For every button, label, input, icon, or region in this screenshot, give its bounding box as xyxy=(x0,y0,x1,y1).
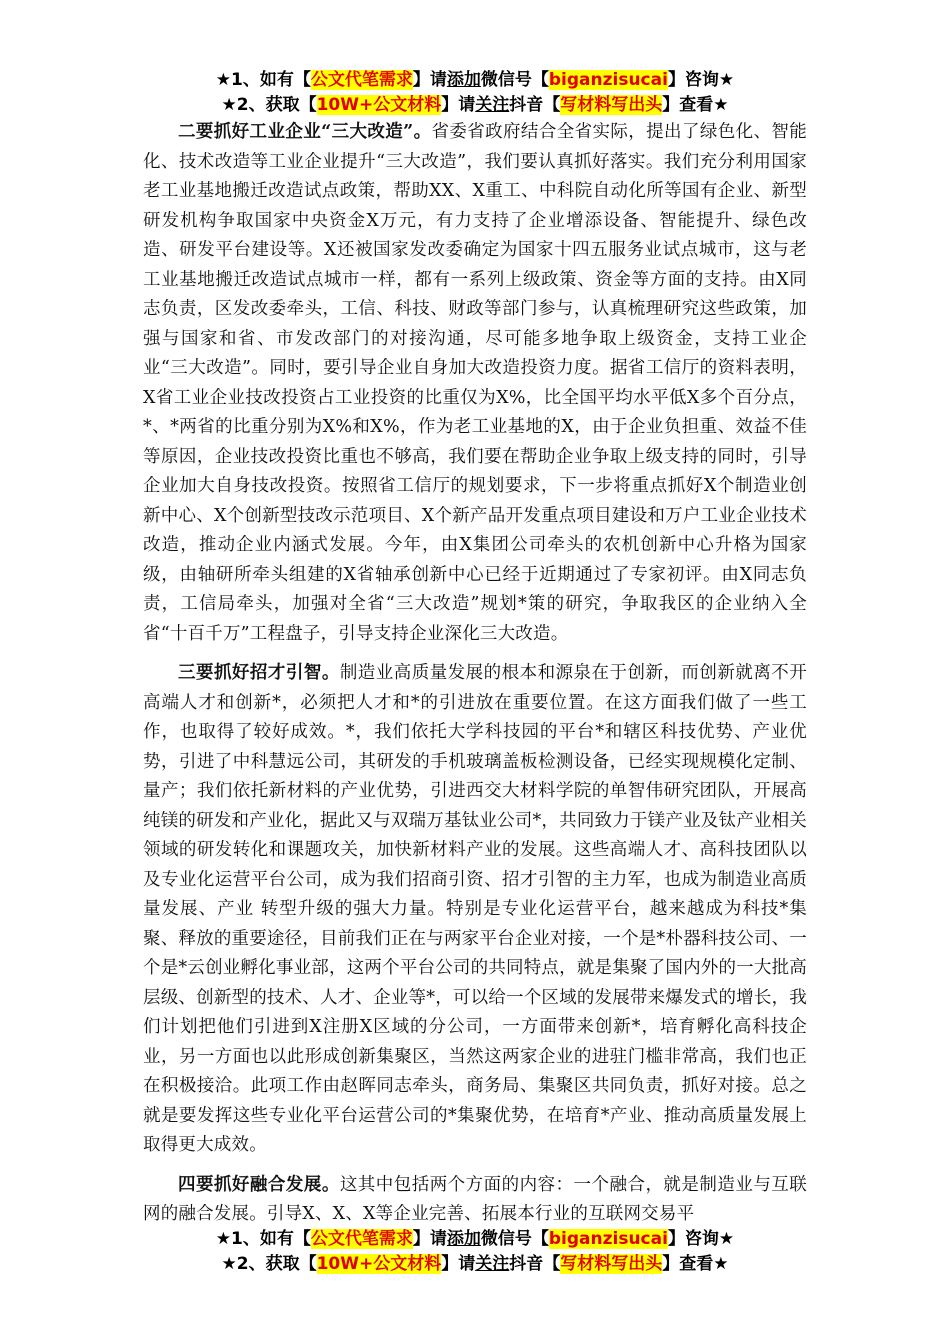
banner-highlight: 写材料写出头 xyxy=(560,1254,663,1274)
header-banner-line-2 xyxy=(0,93,950,117)
banner-text: 】请 xyxy=(412,1229,447,1249)
banner-highlight: 公文代笔需求 xyxy=(310,70,413,90)
banner-text: 】请 xyxy=(441,95,476,115)
banner-text: ★2、获取【 xyxy=(221,95,317,115)
banner-highlight: biganzisucai xyxy=(548,1229,668,1249)
document-body xyxy=(143,118,807,1230)
banner-text: ★1、如有【 xyxy=(215,1229,311,1249)
banner-underline: 添加 xyxy=(446,1229,481,1249)
banner-text: ★1、如有【 xyxy=(215,70,311,90)
paragraph-lead: 三要抓好招才引智。 xyxy=(178,663,340,683)
paragraph-lead: 四要抓好融合发展。 xyxy=(178,1174,340,1195)
footer-banner-line-2 xyxy=(0,1252,950,1276)
banner-text: 】请 xyxy=(441,1254,476,1274)
banner-text: 微信号【 xyxy=(480,70,549,90)
paragraph-text: 省委省政府结合全省实际，提出了绿色化、智能化、技术改造等工业企业提升“三大改造”，我们要认真抓好落实。我们充分利用国家老工业基地搬迁改造试点政策，帮助XX、X重工、中科院自动化所等国有企业、新型研发机构争取国家中央资金X万元，有力支持了企业增添设备、智能提升、绿色改造、研发平台建设等。X还被国家发改委确定为国家十四五服务业试点城市，这与老工业基地搬迁改造试点城市一样，都有一系列上级政策、资金等方面的支持。由X同志负责，区发改委牵头，工信、科技、财政等部门参与，认真梳理研究这些政策，加强与国家和省、市发改部门的对接沟通，尽可能多地争取上级资金，支持工业企业“三大改造”。同时，要引导企业自身加大改造投资力度。据省工信厅的资料表明，X省工业企业技改投资占工业投资的比重仅为X%，比全国平均水平低X多个百分点，*、*两省的比重分别为X%和X%，作为老工业基地的X，由于企业负担重、效益不佳等原因，企业技改投资比重也不够高，我们要在帮助企业争取上级支持的同时，引导企业加大自身技改投资。按照省工信厅的规划要求，下一步将重点抓好X个制造业创新中心、X个创新型技改示范项目、X个新产品开发重点项目建设和万户工业企业技术改造，推动企业内涵式发展。今年，由X集团公司牵头的农机创新中心升格为国家级，由轴研所牵头组建的X省轴承创新中心已经于近期通过了专家初评。由X同志负责，工信局牵头，加强对全省“三大改造”规划*策的研究，争取我区的企业纳入全省“十百千万”工程盘子，引导支持企业深化三大改造。 xyxy=(143,122,807,644)
banner-highlight: biganzisucai xyxy=(548,70,668,90)
banner-text: 】查看★ xyxy=(662,95,729,115)
paragraph xyxy=(143,118,807,649)
banner-underline: 关注 xyxy=(475,1254,510,1274)
paragraph-text: 这其中包括两个方面的内容：一个融合，就是制造业与互联网的融合发展。引导X、X、X等企业完善、拓展本行业的互联网交易平 xyxy=(143,1174,807,1224)
banner-text: 】咨询★ xyxy=(667,1229,735,1249)
banner-text: 】咨询★ xyxy=(667,70,735,90)
banner-highlight: 10W+公文材料 xyxy=(316,1254,442,1274)
banner-underline: 添加 xyxy=(446,70,481,90)
banner-highlight: 公文代笔需求 xyxy=(310,1229,413,1249)
banner-text: 】请 xyxy=(412,70,447,90)
paragraph-lead: 二要抓好工业企业“三大改造”。 xyxy=(178,122,432,142)
banner-highlight: 10W+公文材料 xyxy=(316,95,442,115)
header-banner-line-1 xyxy=(0,68,950,92)
paragraph xyxy=(143,1171,807,1230)
paragraph-text: 制造业高质量发展的根本和源泉在于创新，而创新就离不开高端人才和创新*，必须把人才和*的引进放在重要位置。在这方面我们做了一些工作，也取得了较好成效。*，我们依托大学科技园的平台*和辖区科技优势、产业优势，引进了中科慧远公司，其研发的手机玻璃盖板检测设备，已经实现规模化定制、量产；我们依托新材料的产业优势，引进西交大材料学院的单智伟研究团队，开展高纯镁的研发和产业化，据此又与双瑞万基钛业公司*，共同致力于镁产业及钛产业相关领域的研发转化和课题攻关，加快新材料产业的发展。这些高端人才、高科技团队以及专业化运营平台公司，成为我们招商引资、招才引智的主力军，也成为制造业高质量发展、产业 转型升级的强大力量。特别是专业化运营平台，越来越成为科技*集聚、释放的重要途径，目前我们正在与两家平台企业对接，一个是*朴器科技公司、一个是*云创业孵化事业部，这两个平台公司的共同特点，就是集聚了国内外的一大批高层级、创新型的技术、人才、企业等*，可以给一个区域的发展带来爆发式的增长，我们计划把他们引进到X注册X区域的分公司，一方面带来创新*，培育孵化高科技企业，另一方面也以此形成创新集聚区，当然这两家企业的进驻门槛非常高，我们也正在积极接洽。此项工作由赵晖同志牵头，商务局、集聚区共同负责，抓好对接。总之就是要发挥这些专业化平台运营公司的*集聚优势，在培育*产业、推动高质量发展上取得更大成效。 xyxy=(143,663,807,1155)
banner-underline: 关注 xyxy=(475,95,510,115)
banner-text: 】查看★ xyxy=(662,1254,729,1274)
paragraph xyxy=(143,659,807,1161)
banner-text: 抖音【 xyxy=(509,95,561,115)
banner-text: 抖音【 xyxy=(509,1254,561,1274)
banner-highlight: 写材料写出头 xyxy=(560,95,663,115)
banner-text: ★2、获取【 xyxy=(221,1254,317,1274)
footer-banner-line-1 xyxy=(0,1227,950,1251)
banner-text: 微信号【 xyxy=(480,1229,549,1249)
